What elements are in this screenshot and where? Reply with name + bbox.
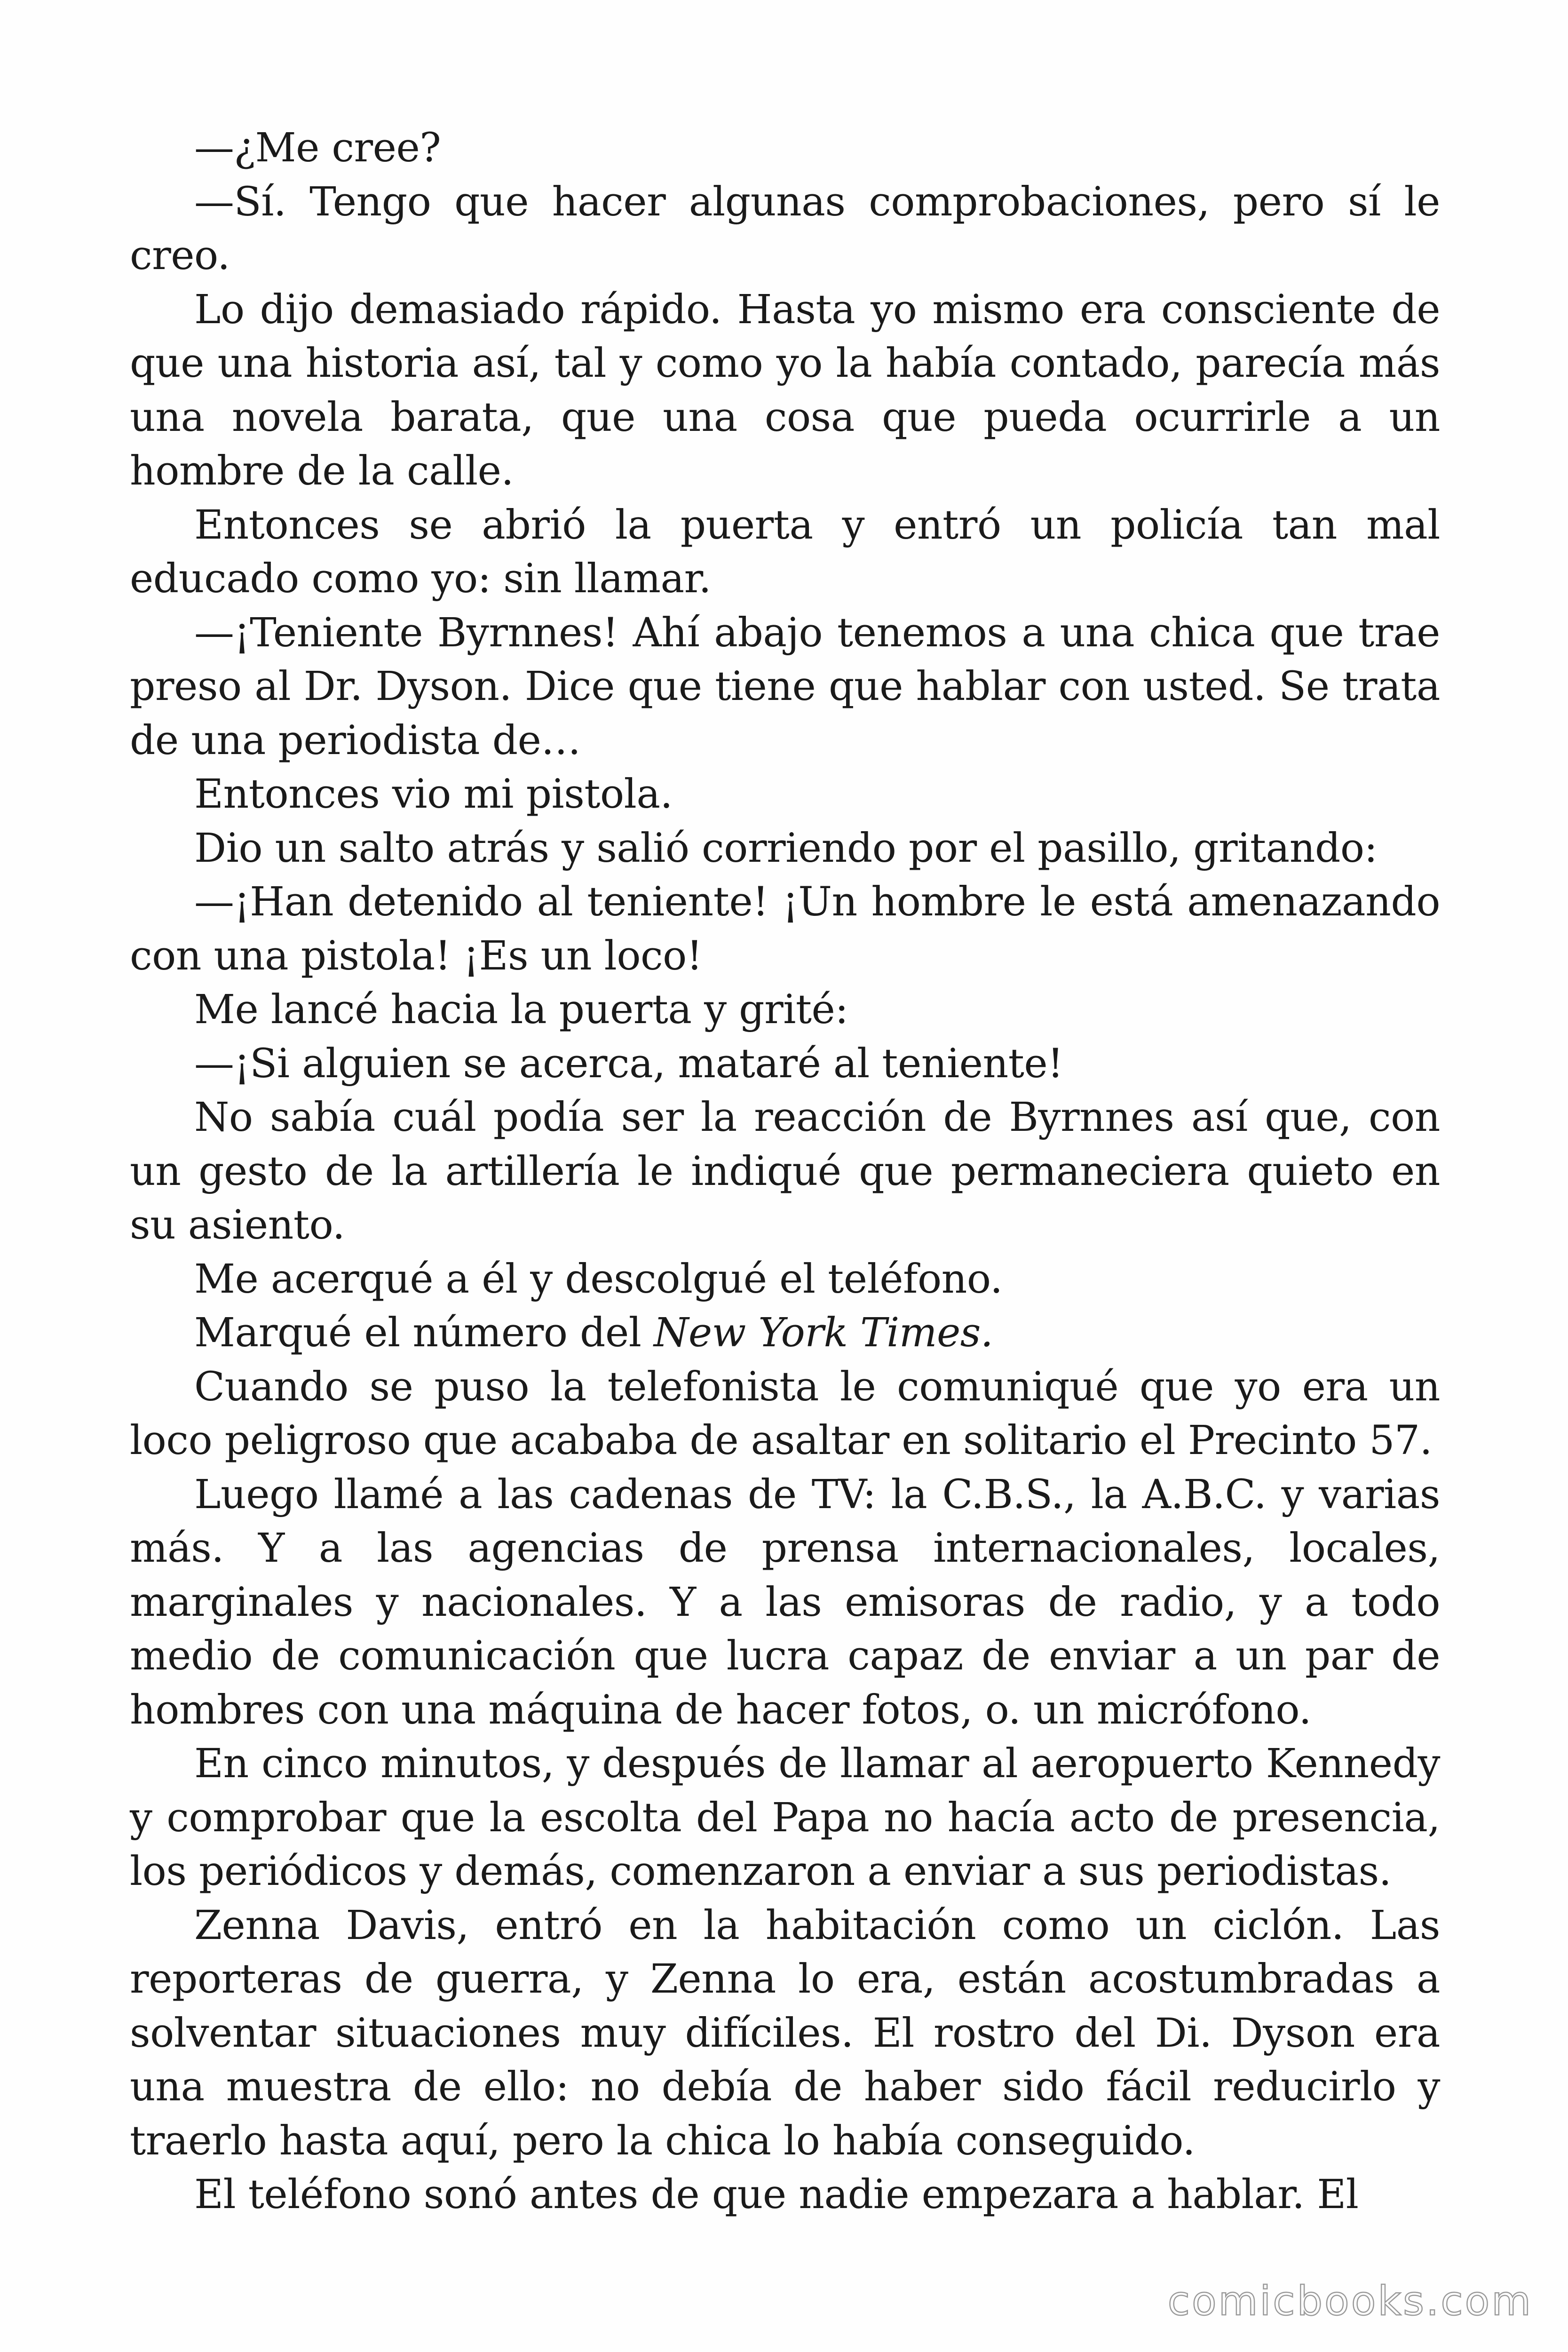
paragraph: En cinco minutos, y después de llamar al aeropuerto Kennedy y comprobar que la escolta del Papa no hacía acto de presencia, los periódicos y demás, comenzaron a enviar a sus periodistas. — [130, 1740, 1440, 1895]
paragraph: Entonces vio mi pistola. — [194, 771, 673, 818]
newspaper-title: New York Times. — [653, 1310, 993, 1356]
paragraph: —¡Teniente Byrnnes! Ahí abajo tenemos a una chica que trae preso al Dr. Dyson. Dice que tiene que hablar con usted. Se trata de una periodista de… — [130, 609, 1440, 764]
paragraph: —¡Si alguien se acerca, mataré al teniente! — [194, 1040, 1063, 1087]
paragraph: Me acerqué a él y descolgué el teléfono. — [194, 1255, 1003, 1303]
paragraph: —¡Han detenido al teniente! ¡Un hombre le está amenazando con una pistola! ¡Es un loco! — [130, 879, 1440, 979]
paragraph: El teléfono sonó antes de que nadie empezara a hablar. El — [194, 2171, 1359, 2218]
paragraph: Zenna Davis, entró en la habitación como un ciclón. Las reporteras de guerra, y Zenna lo era, están acostumbradas a solventar situaciones muy difíciles. El rostro del Di. Dyson era una muestra de ello: no debía de haber sido fácil reducirlo y traerlo hasta aquí, pero la chica lo había conseguido. — [130, 1902, 1440, 2164]
site-watermark: comicbooks.com — [1167, 2278, 1533, 2325]
paragraph: Me lancé hacia la puerta y grité: — [194, 986, 848, 1033]
text-before-title: Marqué el número del — [194, 1310, 654, 1356]
paragraph: —Sí. Tengo que hacer algunas comprobaciones, pero sí le creo. — [130, 178, 1440, 279]
paragraph: —¿Me cree? — [194, 125, 441, 171]
paragraph: Entonces se abrió la puerta y entró un policía tan mal educado como yo: sin llamar. — [130, 501, 1440, 602]
paragraph: No sabía cuál podía ser la reacción de Byrnnes así que, con un gesto de la artillería le indiqué que permaneciera quieto en su asiento. — [130, 1094, 1440, 1248]
page-body — [130, 121, 1440, 2222]
paragraph: Luego llamé a las cadenas de TV: la C.B.S., la A.B.C. y varias más. Y a las agencias de prensa internacionales, locales, marginales y nacionales. Y a las emisoras de radio, y a todo medio de comunicación que lucra capaz de enviar a un par de hombres con una máquina de hacer fotos, o. un micrófono. — [130, 1471, 1440, 1733]
paragraph: Lo dijo demasiado rápido. Hasta yo mismo era consciente de que una historia así, tal y como yo la había contado, parecía más una novela barata, que una cosa que pueda ocurrirle a un hombre de la calle. — [130, 286, 1440, 494]
paragraph-with-italic-title — [130, 1306, 1440, 1360]
paragraph: Dio un salto atrás y salió corriendo por el pasillo, gritando: — [194, 825, 1378, 872]
paragraph: Cuando se puso la telefonista le comuniqué que yo era un loco peligroso que acababa de asaltar en solitario el Precinto 57. — [130, 1363, 1440, 1464]
